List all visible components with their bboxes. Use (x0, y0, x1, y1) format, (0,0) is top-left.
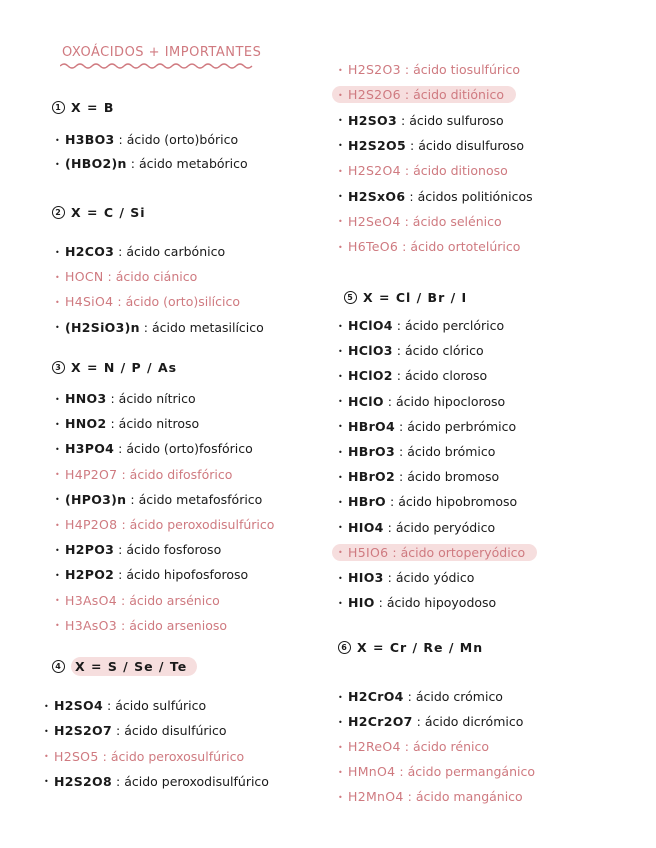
acid-name: ácido peryódico (395, 519, 496, 535)
separator: : (409, 137, 415, 153)
acid-entry (55, 156, 248, 171)
acid-formula: H3AsO4 (65, 592, 118, 608)
acid-row (55, 441, 253, 458)
acid-row (338, 469, 499, 486)
acid-row (55, 244, 225, 261)
acid-formula: H2ReO4 (348, 739, 401, 754)
acid-formula: H2Cr2O7 (348, 714, 413, 729)
separator: : (416, 714, 421, 729)
acid-formula: H2SxO6 (348, 188, 406, 204)
acid-formula: H2SeO4 (348, 213, 401, 229)
bullet-icon: • (55, 419, 60, 429)
acid-formula: HClO (348, 393, 384, 409)
section-heading-cr-re-mn (338, 640, 483, 655)
separator: : (121, 592, 126, 608)
acid-formula: H2S2O8 (54, 773, 112, 789)
separator: : (143, 319, 149, 335)
bullet-icon: • (55, 272, 60, 282)
acid-row (338, 138, 524, 155)
acid-name: ácido ciánico (115, 269, 198, 285)
acid-row (55, 567, 248, 584)
acid-row (338, 444, 495, 461)
bullet-icon: • (338, 166, 343, 176)
acid-row (338, 368, 487, 385)
acid-name: ácido hipoyodoso (386, 595, 497, 611)
bullet-icon: • (44, 752, 49, 762)
acid-row (55, 132, 238, 149)
acid-row (338, 394, 505, 411)
separator: : (130, 491, 135, 507)
bullet-icon: • (55, 596, 60, 606)
acid-row (338, 189, 533, 206)
acid-name: ácido cloroso (404, 368, 488, 384)
separator: : (118, 567, 123, 583)
acid-name: ácido ditiónico (413, 87, 504, 103)
acid-row (338, 318, 504, 335)
acid-name: ácido crómico (415, 689, 503, 704)
bullet-icon: • (338, 217, 343, 227)
bullet-icon: • (55, 545, 60, 555)
acid-row (55, 294, 240, 311)
acid-name: ácido bromoso (407, 469, 500, 485)
acid-entry (338, 138, 524, 153)
acid-name: ácido yódico (395, 570, 475, 585)
separator: : (118, 441, 123, 457)
acid-formula: H3AsO3 (65, 617, 118, 633)
acid-formula: HNO2 (65, 416, 107, 432)
acid-name: ácido permangánico (407, 764, 535, 779)
acid-entry (55, 294, 240, 309)
acid-row (55, 467, 232, 484)
acid-row (338, 789, 523, 806)
acid-formula: HOCN (65, 269, 104, 285)
separator: : (387, 393, 392, 409)
acid-formula: HBrO2 (348, 469, 395, 485)
acid-row (338, 113, 504, 130)
acid-entry (338, 494, 517, 509)
acid-formula: H6TeO6 (348, 239, 399, 255)
acid-entry (55, 132, 238, 147)
title-underline (60, 62, 255, 70)
separator: : (401, 112, 406, 128)
section-heading-s-se-te (52, 657, 197, 676)
acid-name: ácido disulfúrico (124, 723, 227, 739)
acid-entry (338, 764, 535, 779)
acid-name: ácido arsénico (129, 592, 220, 608)
acid-row (55, 416, 199, 433)
acid-row (338, 87, 516, 104)
bullet-icon: • (338, 422, 343, 432)
section-number: 6 (338, 641, 351, 654)
separator: : (404, 62, 410, 77)
acid-formula: H2PO2 (65, 567, 115, 583)
section-number: 1 (52, 101, 65, 114)
acid-name: ácido disulfuroso (418, 137, 525, 153)
bullet-icon: • (338, 792, 343, 802)
acid-entry (55, 593, 220, 608)
bullet-icon: • (338, 472, 343, 482)
acid-row (55, 391, 196, 408)
acid-name: ácido metafosfórico (138, 491, 263, 507)
acid-formula: H5IO6 (348, 544, 389, 560)
acid-entry (44, 698, 206, 713)
separator: : (409, 188, 414, 204)
separator: : (404, 163, 410, 179)
separator: : (398, 444, 404, 459)
acid-name: ácido hipofosforoso (126, 567, 249, 583)
bullet-icon: • (338, 90, 343, 100)
acid-formula: H2MnO4 (348, 789, 404, 804)
acid-formula: H2CrO4 (348, 689, 404, 704)
acid-row (338, 570, 474, 587)
separator: : (404, 739, 409, 754)
acid-entry (338, 163, 508, 178)
section-heading-text: X = Cl / Br / I (363, 290, 468, 305)
bullet-icon: • (338, 742, 343, 752)
bullet-icon: • (338, 497, 343, 507)
bullet-icon: • (55, 297, 60, 307)
acid-name: ácido nitroso (118, 416, 200, 432)
separator: : (399, 764, 404, 779)
acid-row (338, 689, 503, 706)
acid-row (338, 239, 520, 256)
bullet-icon: • (55, 621, 60, 631)
acid-row (338, 214, 502, 231)
separator: : (396, 368, 401, 384)
acid-row (55, 517, 274, 534)
acid-formula: H2SO5 (54, 748, 99, 764)
acid-row (55, 542, 221, 559)
section-number: 4 (52, 660, 65, 673)
acid-entry (338, 189, 533, 204)
acid-entry (55, 492, 262, 507)
bullet-icon: • (338, 598, 343, 608)
acid-name: ácido sulfuroso (409, 112, 504, 128)
section-heading-n-p-as (52, 360, 177, 375)
acid-entry (332, 544, 537, 561)
section-number: 2 (52, 206, 65, 219)
bullet-icon: • (338, 65, 343, 75)
acid-name: ácido difosfórico (129, 466, 233, 482)
acid-formula: HIO3 (348, 570, 384, 585)
acid-formula: H4P2O7 (65, 466, 118, 482)
acid-entry (55, 269, 197, 284)
separator: : (407, 789, 412, 804)
section-heading-b (52, 100, 114, 115)
acid-entry (55, 517, 274, 532)
separator: : (121, 517, 126, 532)
acid-formula: H4SiO4 (65, 294, 114, 310)
acid-entry (338, 113, 504, 128)
acid-name: ácido selénico (412, 213, 502, 229)
section-heading-cl-br-i (344, 290, 467, 305)
acid-formula: (H2SiO3)n (65, 319, 140, 335)
acid-name: ácido mangánico (415, 789, 523, 804)
acid-name: ácido peroxosulfúrico (110, 748, 245, 764)
acid-row (55, 492, 262, 509)
separator: : (102, 748, 107, 764)
acid-entry (338, 520, 495, 535)
acid-row (338, 163, 508, 180)
bullet-icon: • (44, 726, 49, 736)
acid-entry (44, 774, 269, 789)
acid-name: ácido perclórico (404, 318, 505, 333)
bullet-icon: • (55, 394, 60, 404)
acid-row (338, 764, 535, 781)
acid-formula: H3PO4 (65, 441, 115, 457)
acid-formula: HClO4 (348, 318, 393, 333)
bullet-icon: • (338, 192, 343, 201)
acid-formula: HBrO4 (348, 418, 395, 434)
bullet-icon: • (55, 323, 60, 333)
separator: : (110, 391, 115, 406)
acid-formula: H2S2O5 (348, 137, 406, 153)
bullet-icon: • (55, 135, 60, 145)
acid-formula: HIO (348, 595, 375, 611)
acid-row (55, 618, 227, 635)
acid-name: ácido arsenioso (129, 617, 228, 633)
acid-formula: H2SO3 (348, 112, 397, 128)
acid-name: ácido ortotelúrico (410, 239, 521, 255)
acid-entry (332, 86, 516, 103)
acid-row (338, 494, 517, 511)
separator: : (396, 343, 401, 359)
section-heading-text: X = N / P / As (71, 360, 178, 375)
bullet-icon: • (55, 520, 60, 530)
acid-entry (338, 444, 495, 459)
acid-formula: H2S2O6 (348, 87, 401, 103)
acid-name: ácido sulfúrico (115, 698, 207, 713)
bullet-icon: • (338, 242, 343, 252)
acid-name: ácido peroxodisulfúrico (129, 517, 275, 532)
bullet-icon: • (338, 116, 343, 126)
separator: : (118, 542, 123, 558)
section-heading-text: X = C / Si (71, 205, 146, 220)
acid-name: ácido (orto)bórico (126, 132, 239, 147)
acid-row (44, 723, 227, 740)
acid-row (44, 749, 244, 766)
acid-entry (338, 239, 520, 254)
acid-formula: HMnO4 (348, 764, 396, 779)
bullet-icon: • (338, 548, 343, 558)
acid-entry (338, 789, 523, 804)
bullet-icon: • (338, 397, 343, 407)
acid-name: ácido (orto)silícico (125, 294, 241, 310)
separator: : (404, 213, 409, 229)
bullet-icon: • (44, 777, 49, 787)
acid-entry (55, 567, 248, 582)
acid-name: ácido clórico (404, 343, 484, 359)
acid-formula: H2S2O7 (54, 723, 112, 739)
acid-entry (55, 441, 253, 456)
acid-row (55, 320, 264, 337)
bullet-icon: • (338, 573, 343, 583)
acid-formula: HBrO (348, 494, 386, 510)
separator: : (107, 269, 112, 285)
separator: : (107, 698, 112, 713)
acid-entry (338, 343, 484, 358)
separator: : (407, 689, 412, 704)
separator: : (402, 239, 407, 255)
bullet-icon: • (55, 247, 60, 257)
acid-entry (44, 723, 227, 738)
acid-name: ácido metasilícico (152, 319, 264, 335)
separator: : (396, 318, 401, 333)
acid-formula: H2PO3 (65, 542, 115, 558)
bullet-icon: • (338, 767, 343, 777)
acid-name: ácidos politiónicos (417, 188, 533, 204)
separator: : (110, 416, 115, 432)
acid-name: ácido metabórico (138, 156, 248, 171)
bullet-icon: • (338, 321, 343, 331)
section-number: 5 (344, 291, 357, 304)
bullet-icon: • (55, 470, 60, 480)
acid-entry (55, 391, 196, 406)
bullet-icon: • (55, 495, 60, 505)
section-heading-c-si (52, 205, 146, 220)
acid-row (338, 520, 495, 537)
acid-entry (338, 714, 523, 729)
acid-name: ácido carbónico (126, 244, 226, 259)
separator: : (398, 469, 404, 485)
separator: : (115, 723, 121, 739)
acid-entry (55, 542, 221, 557)
acid-name: ácido (orto)fosfórico (126, 441, 253, 457)
acid-formula: HClO2 (348, 368, 393, 384)
acid-row (55, 269, 197, 286)
section-heading-text: X = B (71, 100, 115, 115)
acid-formula: H2SO4 (54, 698, 103, 713)
acid-formula: H2CO3 (65, 244, 115, 259)
acid-entry (338, 62, 520, 77)
acid-row (338, 714, 523, 731)
acid-row (55, 593, 220, 610)
acid-entry (338, 739, 489, 754)
acid-row (338, 62, 520, 79)
acid-entry (338, 368, 487, 383)
acid-entry (55, 467, 232, 482)
bullet-icon: • (55, 159, 60, 169)
section-heading-text: X = S / Se / Te (71, 657, 197, 676)
acid-formula: H3BO3 (65, 132, 115, 147)
acid-entry (338, 394, 505, 409)
acid-entry (338, 570, 474, 585)
separator: : (392, 544, 397, 560)
separator: : (398, 418, 404, 434)
acid-entry (338, 595, 496, 610)
acid-row (44, 698, 206, 715)
bullet-icon: • (338, 447, 343, 457)
acid-formula: H2S2O4 (348, 163, 401, 179)
separator: : (378, 595, 383, 611)
acid-entry (338, 469, 499, 484)
acid-name: ácido ortoperyódico (400, 544, 526, 560)
bullet-icon: • (338, 523, 343, 533)
section-number: 3 (52, 361, 65, 374)
acid-name: ácido brómico (407, 444, 496, 459)
acid-entry (338, 318, 504, 333)
acid-formula: HNO3 (65, 391, 107, 406)
bullet-icon: • (338, 717, 343, 727)
acid-entry (338, 419, 516, 434)
bullet-icon: • (338, 346, 343, 356)
acid-entry (55, 416, 199, 431)
acid-row (55, 156, 248, 173)
acid-name: ácido perbrómico (407, 418, 517, 434)
acid-name: ácido peroxodisulfúrico (124, 773, 269, 789)
separator: : (117, 294, 122, 310)
bullet-icon: • (338, 692, 343, 702)
bullet-icon: • (44, 701, 49, 711)
separator: : (387, 570, 392, 585)
acid-row (338, 343, 484, 360)
acid-formula: HBrO3 (348, 444, 395, 459)
separator: : (118, 132, 123, 147)
bullet-icon: • (55, 570, 60, 580)
bullet-icon: • (338, 371, 343, 381)
acid-formula: HIO4 (348, 519, 384, 535)
separator: : (121, 466, 126, 482)
acid-name: ácido hipocloroso (395, 393, 506, 409)
separator: : (130, 156, 135, 171)
acid-formula: HClO3 (348, 343, 393, 359)
separator: : (404, 87, 410, 103)
acid-formula: (HBO2)n (65, 156, 127, 171)
acid-name: ácido rénico (412, 739, 490, 754)
acid-row (338, 739, 489, 756)
acid-name: ácido ditionoso (413, 163, 508, 179)
acid-row (338, 595, 496, 612)
acid-formula: H4P2O8 (65, 517, 118, 532)
acid-entry (55, 320, 264, 335)
acid-row (44, 774, 269, 791)
acid-entry (338, 689, 503, 704)
acid-formula: (HPO3)n (65, 491, 127, 507)
separator: : (387, 519, 392, 535)
acid-row (338, 419, 516, 436)
separator: : (389, 494, 395, 510)
separator: : (115, 773, 121, 789)
acid-entry (44, 749, 244, 764)
acid-row (338, 545, 537, 562)
separator: : (118, 244, 123, 259)
acid-name: ácido fosforoso (126, 542, 222, 558)
bullet-icon: • (338, 141, 343, 151)
acid-formula: H2S2O3 (348, 62, 401, 77)
bullet-icon: • (55, 444, 60, 454)
page-title: OXOÁCIDOS + IMPORTANTES (62, 45, 262, 60)
acid-entry (55, 618, 227, 633)
acid-name: ácido tiosulfúrico (413, 62, 521, 77)
acid-name: ácido dicrómico (424, 714, 524, 729)
section-heading-text: X = Cr / Re / Mn (357, 640, 484, 655)
acid-entry (338, 214, 502, 229)
acid-name: ácido hipobromoso (398, 494, 518, 510)
separator: : (121, 617, 126, 633)
acid-name: ácido nítrico (118, 391, 196, 406)
acid-entry (55, 244, 225, 259)
